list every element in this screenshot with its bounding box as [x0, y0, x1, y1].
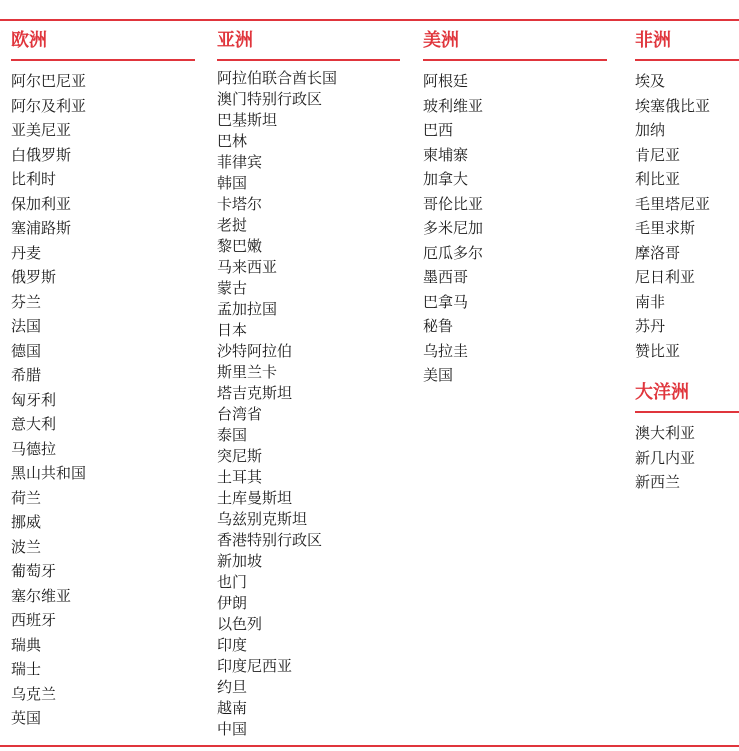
country-item: 印度尼西亚	[217, 657, 293, 675]
country-item: 利比亚	[635, 170, 681, 188]
country-item: 菲律宾	[217, 153, 263, 171]
heading-oceania: 大洋洲	[635, 382, 689, 403]
country-item: 越南	[217, 699, 248, 717]
country-item: 柬埔寨	[423, 145, 469, 164]
country-item: 南非	[635, 292, 666, 311]
oceania-block	[635, 381, 739, 495]
country-item: 印度	[217, 636, 248, 654]
country-item: 阿拉伯联合酋长国	[217, 69, 338, 87]
heading-europe: 欧洲	[11, 30, 47, 51]
country-item: 白俄罗斯	[11, 145, 72, 164]
country-item: 墨西哥	[423, 268, 469, 286]
country-item: 黑山共和国	[11, 464, 87, 482]
country-item: 亚美尼亚	[11, 121, 72, 139]
country-item: 卡塔尔	[217, 195, 263, 213]
country-item: 香港特别行政区	[217, 531, 323, 549]
country-item: 澳大利亚	[635, 424, 696, 442]
country-item: 斯里兰卡	[217, 363, 278, 381]
country-item: 希腊	[11, 366, 42, 384]
country-item: 马德拉	[11, 439, 57, 458]
country-item: 塔吉克斯坦	[217, 384, 293, 402]
country-item: 瑞士	[11, 660, 42, 678]
country-item: 突尼斯	[217, 447, 263, 465]
country-item: 约旦	[217, 678, 248, 696]
country-list-oceania	[635, 421, 739, 495]
country-item: 巴基斯坦	[217, 111, 278, 129]
column-africa-oceania	[635, 29, 739, 495]
country-item: 也门	[217, 573, 248, 591]
country-item: 西班牙	[11, 611, 57, 629]
country-item: 乌克兰	[11, 684, 57, 703]
country-item: 比利时	[11, 170, 57, 188]
country-item: 波兰	[11, 537, 42, 556]
country-item: 巴拿马	[423, 292, 469, 311]
country-item: 台湾省	[217, 405, 263, 423]
heading-rule-americas	[423, 59, 607, 61]
country-item: 毛里求斯	[635, 219, 696, 237]
country-item: 以色列	[217, 615, 263, 633]
country-item: 埃及	[635, 72, 666, 90]
country-item: 俄罗斯	[11, 268, 57, 286]
country-item: 韩国	[217, 174, 248, 192]
country-item: 德国	[11, 341, 42, 360]
country-item: 黎巴嫩	[217, 237, 263, 255]
country-item: 新几内亚	[635, 448, 696, 467]
country-item: 土库曼斯坦	[217, 489, 293, 507]
country-item: 澳门特别行政区	[217, 90, 323, 108]
country-item: 意大利	[11, 415, 57, 433]
country-item: 新加坡	[217, 552, 263, 570]
country-list-asia	[217, 68, 400, 740]
country-item: 匈牙利	[11, 390, 57, 409]
country-item: 孟加拉国	[217, 300, 278, 318]
country-item: 巴林	[217, 132, 248, 150]
country-item: 秘鲁	[423, 317, 454, 335]
country-item: 乌拉圭	[423, 341, 469, 360]
country-item: 保加利亚	[11, 194, 72, 213]
country-item: 美国	[423, 366, 454, 384]
heading-americas: 美洲	[423, 30, 459, 51]
country-item: 挪威	[11, 513, 42, 531]
country-item: 芬兰	[11, 292, 42, 311]
heading-rule-asia	[217, 59, 400, 61]
country-item: 阿尔及利亚	[11, 96, 87, 115]
country-item: 土耳其	[217, 468, 263, 486]
country-item: 马来西亚	[217, 258, 278, 276]
country-item: 加纳	[635, 121, 666, 139]
country-item: 埃塞俄比亚	[635, 96, 711, 115]
country-item: 玻利维亚	[423, 96, 484, 115]
bottom-rule	[0, 745, 739, 747]
country-item: 泰国	[217, 426, 248, 444]
country-item: 毛里塔尼亚	[635, 194, 711, 213]
heading-africa: 非洲	[635, 30, 671, 51]
country-item: 中国	[217, 720, 248, 738]
country-item: 老挝	[217, 216, 248, 234]
country-item: 丹麦	[11, 243, 42, 262]
country-item: 赞比亚	[635, 341, 681, 360]
country-item: 塞尔维亚	[11, 586, 72, 605]
country-item: 加拿大	[423, 170, 469, 188]
country-item: 肯尼亚	[635, 145, 681, 164]
country-item: 英国	[11, 709, 42, 727]
column-asia	[217, 29, 400, 740]
country-list-europe	[11, 69, 195, 731]
country-item: 苏丹	[635, 317, 666, 335]
country-item: 新西兰	[635, 473, 681, 491]
country-item: 尼日利亚	[635, 268, 696, 286]
country-list-africa	[635, 69, 739, 363]
country-item: 阿尔巴尼亚	[11, 72, 87, 90]
country-item: 多米尼加	[423, 219, 484, 237]
heading-rule-africa	[635, 59, 739, 61]
country-item: 伊朗	[217, 594, 248, 612]
country-item: 蒙古	[217, 279, 248, 297]
country-item: 摩洛哥	[635, 243, 681, 262]
column-europe	[11, 29, 195, 731]
heading-rule-europe	[11, 59, 195, 61]
country-item: 塞浦路斯	[11, 219, 72, 237]
heading-rule-oceania	[635, 411, 739, 413]
heading-asia: 亚洲	[217, 30, 253, 51]
country-item: 沙特阿拉伯	[217, 342, 293, 360]
country-list-americas	[423, 69, 607, 388]
country-item: 荷兰	[11, 488, 42, 507]
country-item: 法国	[11, 317, 42, 335]
top-rule	[0, 19, 739, 21]
country-item: 厄瓜多尔	[423, 243, 484, 262]
column-americas	[423, 29, 607, 388]
country-item: 阿根廷	[423, 72, 469, 90]
country-item: 日本	[217, 321, 248, 339]
country-item: 哥伦比亚	[423, 194, 484, 213]
country-item: 葡萄牙	[11, 562, 57, 580]
country-item: 乌兹别克斯坦	[217, 510, 308, 528]
country-item: 巴西	[423, 121, 454, 139]
country-item: 瑞典	[11, 635, 42, 654]
